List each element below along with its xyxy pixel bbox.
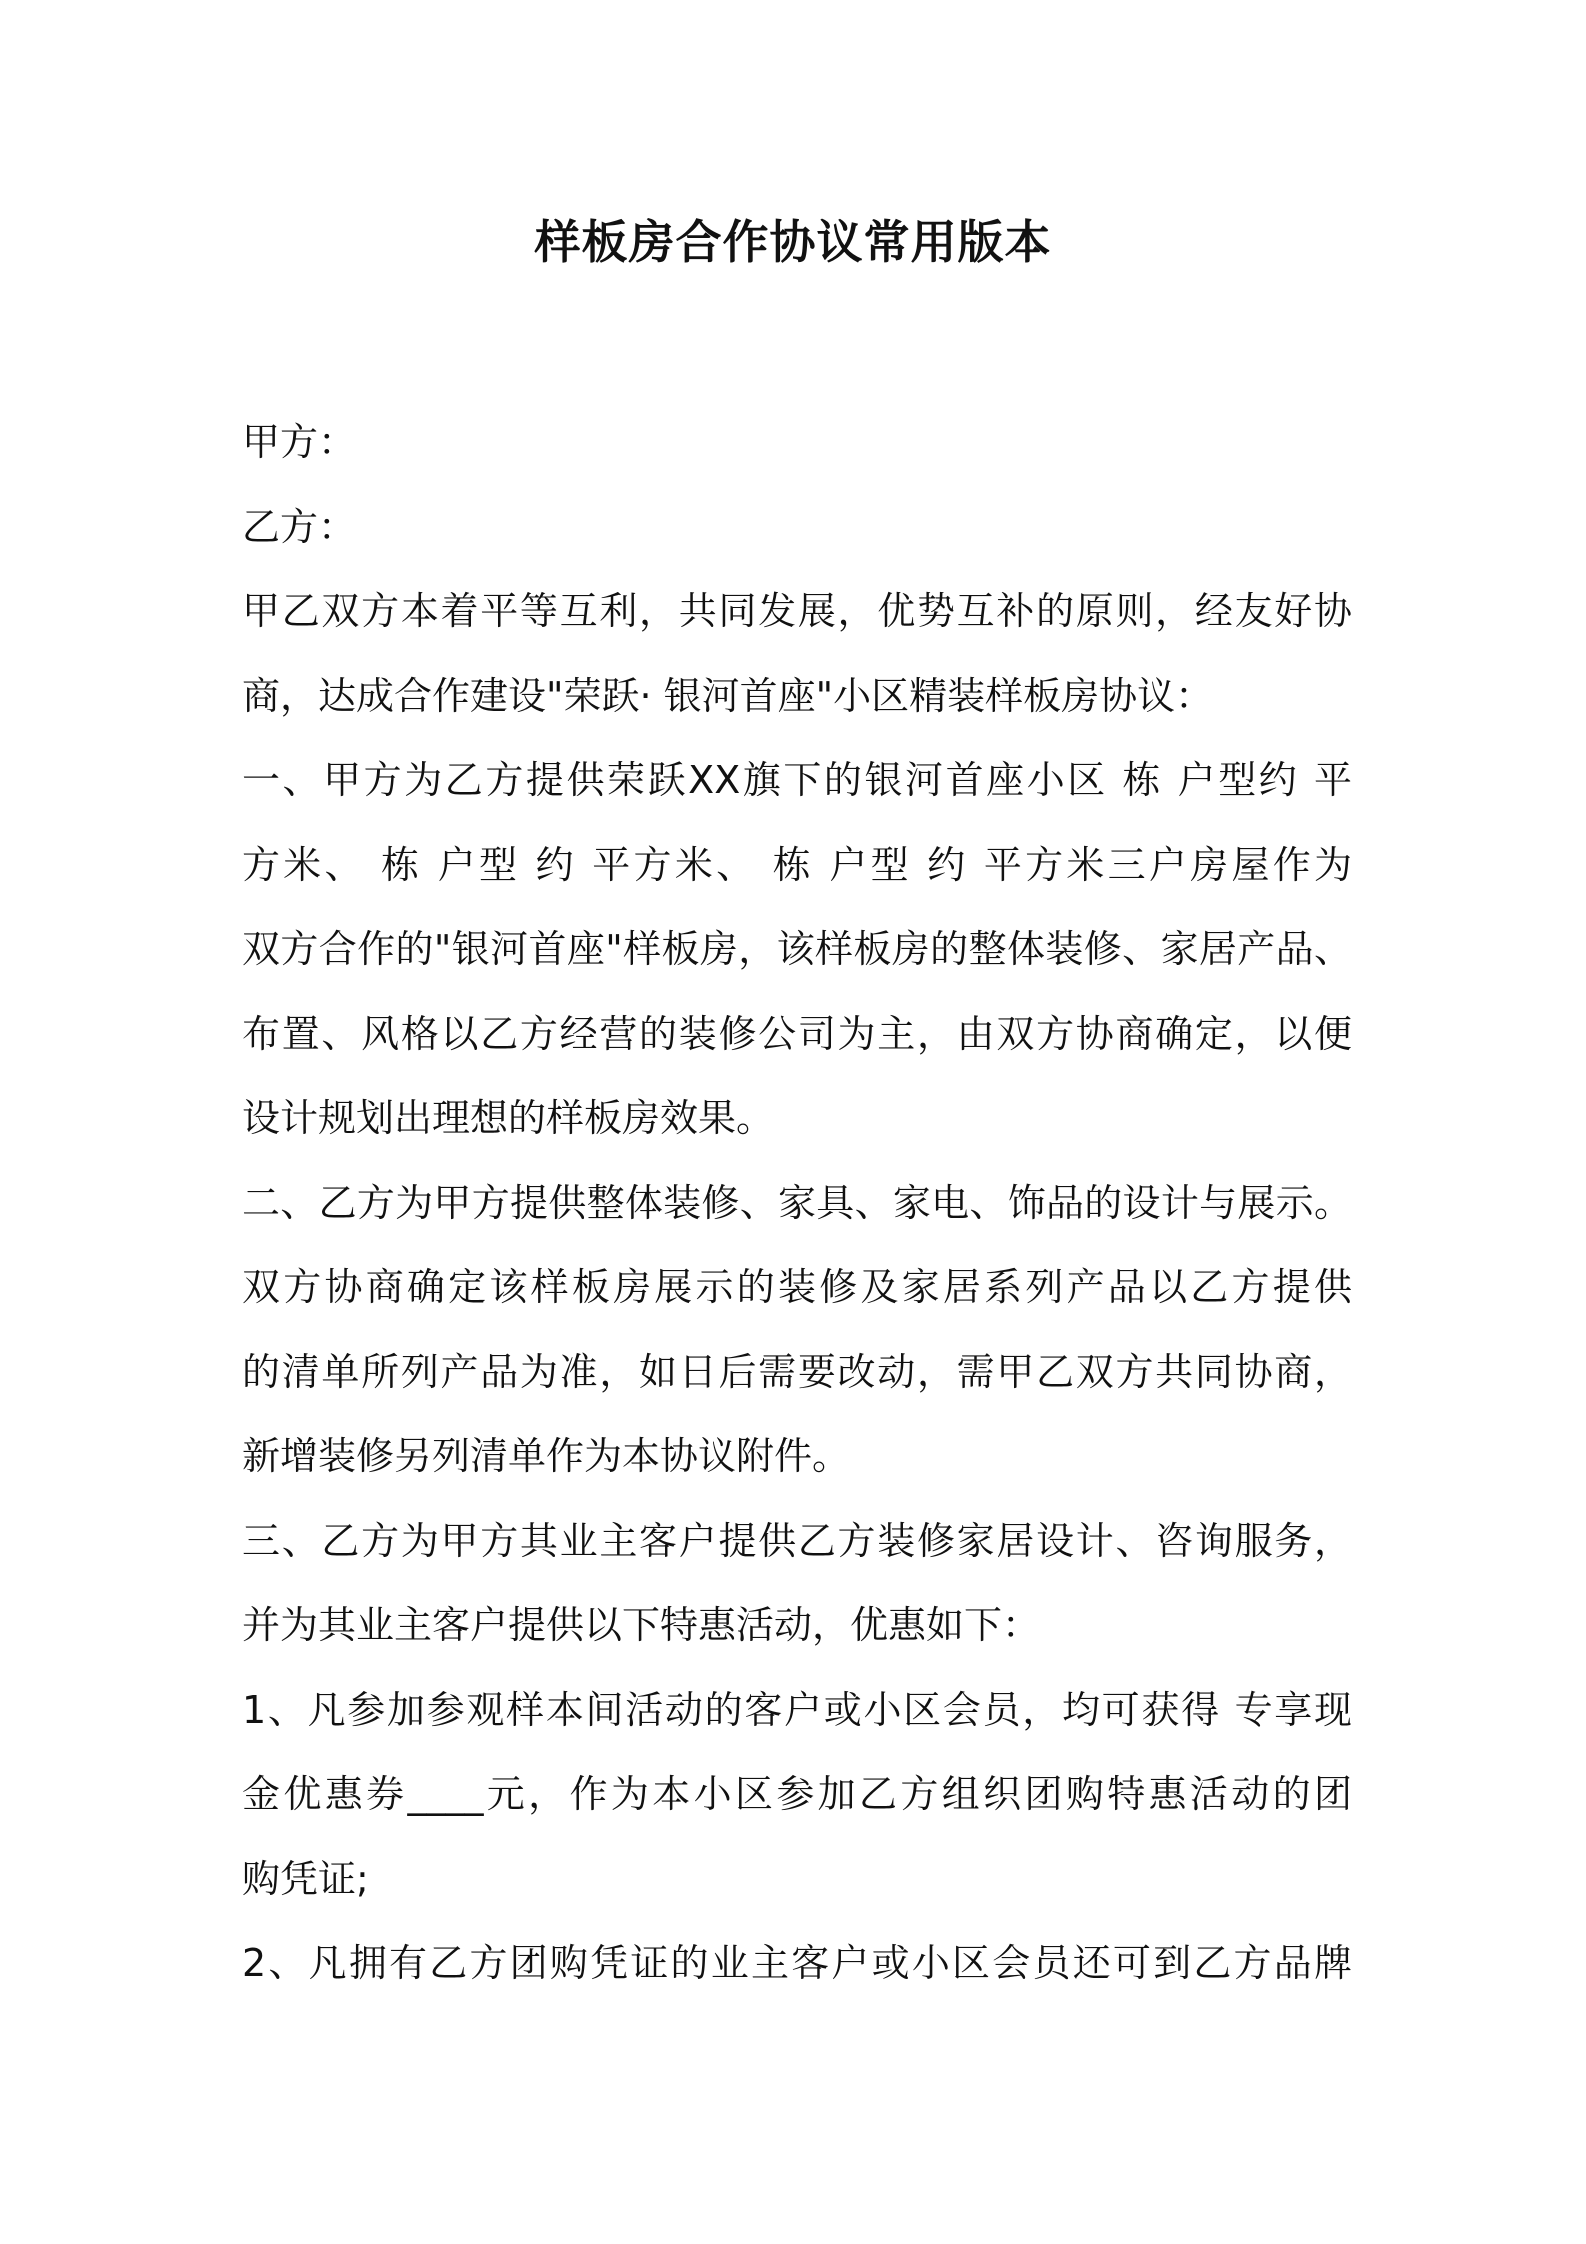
- document-line: 金优惠券____元，作为本小区参加乙方组织团购特惠活动的团: [242, 1772, 1352, 1816]
- document-line: 购凭证;: [242, 1856, 369, 1901]
- document-line: 并为其业主客户提供以下特惠活动，优惠如下：: [242, 1603, 1041, 1647]
- document-line: 1、凡参加参观样本间活动的客户或小区会员，均可获得 专享现: [242, 1687, 1352, 1732]
- document-line: 2、凡拥有乙方团购凭证的业主客户或小区会员还可到乙方品牌: [242, 1941, 1352, 1985]
- document-line: 设计规划出理想的样板房效果。: [242, 1096, 775, 1140]
- document-line: 二、乙方为甲方提供整体装修、家具、家电、饰品的设计与展示。: [242, 1180, 1352, 1225]
- document-line: 双方合作的"银河首座"样板房，该样板房的整体装修、家居产品、: [242, 927, 1352, 971]
- document-line: 乙方：: [242, 504, 357, 549]
- document-line: 新增装修另列清单作为本协议附件。: [242, 1434, 851, 1478]
- document-line: 一、甲方为乙方提供荣跃XX旗下的银河首座小区 栋 户型约 平: [242, 758, 1352, 802]
- document-line: 商，达成合作建设"荣跃· 银河首座"小区精装样板房协议：: [242, 673, 1214, 718]
- document-line: 甲乙双方本着平等互利，共同发展，优势互补的原则，经友好协: [242, 589, 1352, 633]
- document-line: 甲方：: [242, 420, 357, 464]
- document-line: 三、乙方为甲方其业主客户提供乙方装修家居设计、咨询服务，: [242, 1518, 1352, 1563]
- document-body: [242, 400, 1352, 2006]
- document-line: 方米、 栋 户型 约 平方米、 栋 户型 约 平方米三户房屋作为: [242, 842, 1352, 887]
- document-title: 样板房合作协议常用版本: [534, 215, 1052, 269]
- document-line: 布置、风格以乙方经营的装修公司为主，由双方协商确定，以便: [242, 1011, 1352, 1056]
- document-line: 双方协商确定该样板房展示的装修及家居系列产品以乙方提供: [242, 1265, 1352, 1309]
- document-line: 的清单所列产品为准，如日后需要改动，需甲乙双方共同协商，: [242, 1349, 1352, 1394]
